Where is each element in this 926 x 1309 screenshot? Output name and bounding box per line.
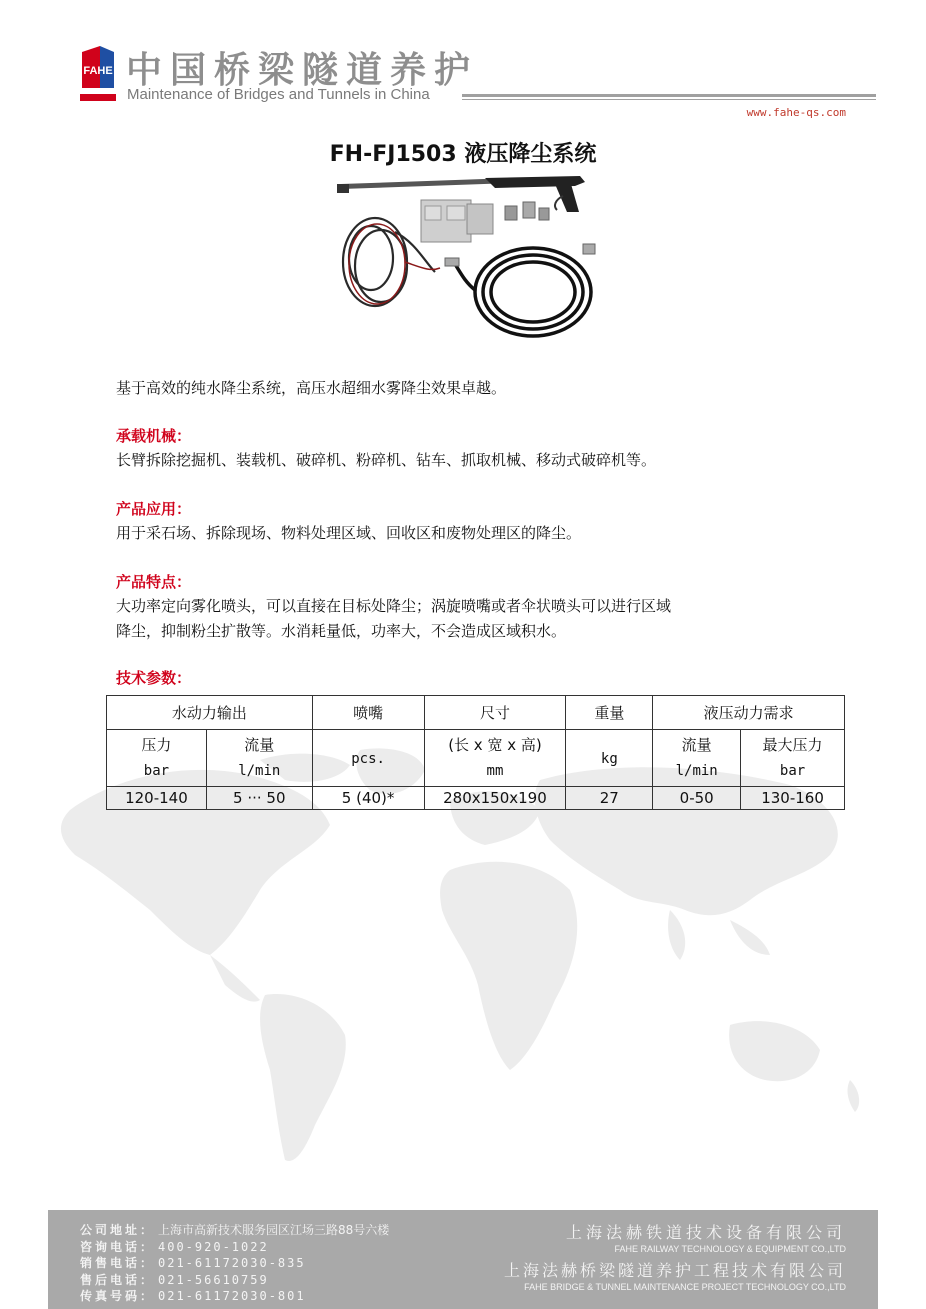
value-flow: 5 ··· 50: [206, 787, 312, 810]
fahe-logo: [78, 42, 118, 104]
header-size: 尺寸: [424, 696, 566, 730]
section-heading-machinery: 承载机械：: [116, 427, 192, 445]
table-row: [107, 787, 845, 810]
brand-english-name: Maintenance of Bridges and Tunnels in China: [127, 86, 430, 103]
sub-pressure: 压力 bar: [107, 730, 207, 787]
sub-nozzle-unit: pcs.: [312, 730, 424, 787]
header-hydraulic-demand: 液压动力需求: [653, 696, 845, 730]
value-nozzle: 5 (40)*: [312, 787, 424, 810]
section-body-application: 用于采石场、拆除现场、物料处理区域、回收区和废物处理区的降尘。: [116, 524, 582, 542]
footer-bar: [48, 1210, 878, 1309]
intro-text: 基于高效的纯水降尘系统，高压水超细水雾降尘效果卓越。: [116, 379, 507, 397]
section-heading-application: 产品应用：: [116, 500, 192, 518]
logo-text: FAHE: [83, 65, 113, 77]
value-hydraulic-flow: 0-50: [653, 787, 741, 810]
header-rule-thin: [462, 99, 876, 100]
website-link[interactable]: www.fahe-qs.com: [746, 106, 846, 119]
sub-hydraulic-pressure: 最大压力 bar: [741, 730, 845, 787]
header-rule: [462, 94, 876, 97]
value-hydraulic-pressure: 130-160: [741, 787, 845, 810]
header-weight: 重量: [566, 696, 653, 730]
contact-hotline: 咨询电话： 400-920-1022: [80, 1239, 269, 1254]
sub-size: (长 x 宽 x 高) mm: [424, 730, 566, 787]
spec-table: [106, 695, 845, 810]
contact-address: 公司地址： 上海市高新技术服务园区江场三路88号六楼: [80, 1223, 390, 1237]
section-body-machinery: 长臂拆除挖掘机、装载机、破碎机、粉碎机、钻车、抓取机械、移动式破碎机等。: [116, 451, 657, 469]
company2-cn: 上海法赫桥梁隧道养护工程技术有限公司: [503, 1261, 846, 1280]
company2-en: FAHE BRIDGE & TUNNEL MAINTENANCE PROJECT TECHNOLOGY CO.,LTD: [524, 1282, 846, 1292]
company1-cn: 上海法赫铁道技术设备有限公司: [565, 1223, 846, 1242]
section-body-features-line1: 大功率定向雾化喷头，可以直接在目标处降尘；涡旋喷嘴或者伞状喷头可以进行区域: [116, 597, 672, 615]
sub-hydraulic-flow: 流量 l/min: [653, 730, 741, 787]
contact-service: 售后电话： 021-56610759: [80, 1272, 269, 1287]
section-body-features-line2: 降尘，抑制粉尘扩散等。水消耗量低，功率大，不会造成区域积水。: [116, 622, 567, 640]
header-nozzle: 喷嘴: [312, 696, 424, 730]
product-image: [335, 172, 605, 344]
footer-contacts: [80, 1222, 389, 1305]
value-weight: 27: [566, 787, 653, 810]
sub-flow: 流量 l/min: [206, 730, 312, 787]
table-subheader-row: [107, 730, 845, 787]
section-heading-specs: 技术参数：: [116, 669, 192, 687]
footer-companies: [504, 1220, 846, 1292]
page-title: FH-FJ1503 液压降尘系统: [329, 142, 597, 167]
contact-fax: 传真号码： 021-61172030-801: [80, 1289, 306, 1303]
contact-sales: 销售电话： 021-61172030-835: [80, 1256, 306, 1270]
brand-chinese-name: 中国桥梁隧道养护: [126, 50, 479, 91]
value-size: 280x150x190: [424, 787, 566, 810]
table-header-row: [107, 696, 845, 730]
value-pressure: 120-140: [107, 787, 207, 810]
section-heading-features: 产品特点：: [116, 573, 192, 591]
header-water-output: 水动力输出: [107, 696, 313, 730]
company1-en: FAHE RAILWAY TECHNOLOGY & EQUIPMENT CO.,LTD: [614, 1244, 846, 1254]
sub-weight-unit: kg: [566, 730, 653, 787]
